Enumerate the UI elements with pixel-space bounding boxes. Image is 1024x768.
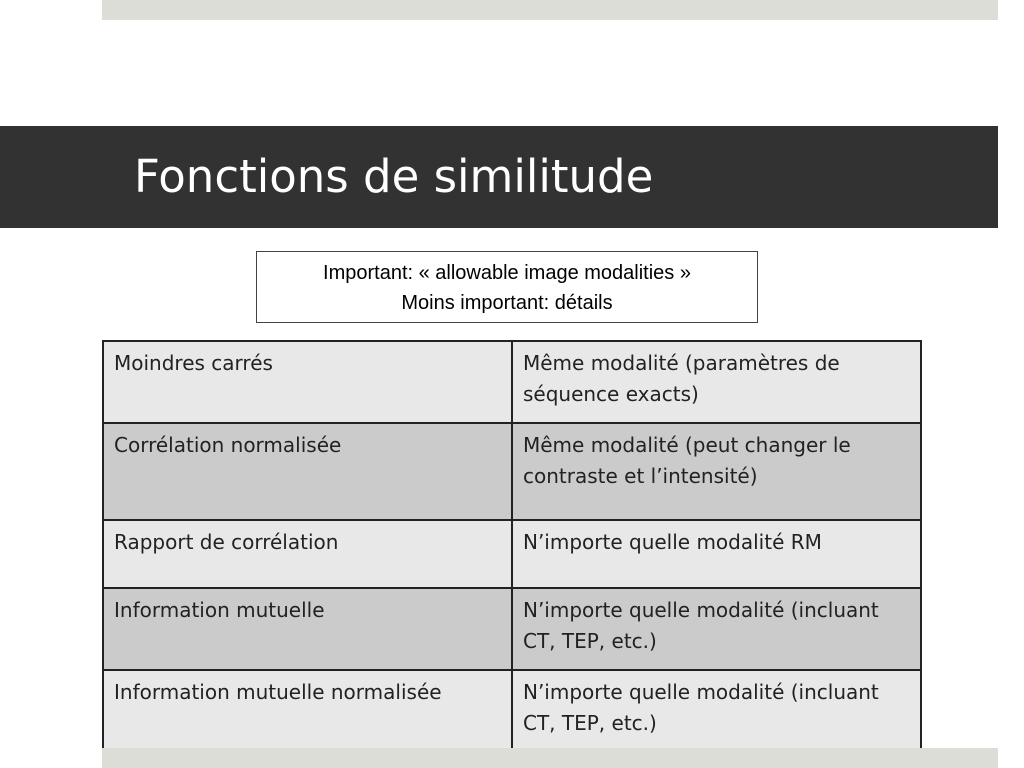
bottom-decorative-band: [102, 748, 998, 768]
method-cell: Moindres carrés: [103, 341, 512, 423]
table-row: [103, 520, 921, 588]
table-row: [103, 670, 921, 752]
importance-note-box: [256, 251, 758, 323]
top-decorative-band: [102, 0, 998, 20]
table-row: [103, 588, 921, 670]
note-line-2: Moins important: détails: [401, 292, 613, 314]
method-cell: Corrélation normalisée: [103, 423, 512, 520]
similarity-functions-table: [102, 340, 922, 753]
method-cell: Information mutuelle normalisée: [103, 670, 512, 752]
note-line-1: Important: « allowable image modalities »: [323, 262, 691, 284]
modality-cell: N’importe quelle modalité (incluant CT, TEP, etc.): [512, 588, 921, 670]
table-row: [103, 423, 921, 520]
modality-cell: N’importe quelle modalité (incluant CT, TEP, etc.): [512, 670, 921, 752]
slide-title: Fonctions de similitude: [134, 150, 654, 203]
modality-cell: Même modalité (peut changer le contraste et l’intensité): [512, 423, 921, 520]
modality-cell: Même modalité (paramètres de séquence exacts): [512, 341, 921, 423]
table-row: [103, 341, 921, 423]
method-cell: Rapport de corrélation: [103, 520, 512, 588]
modality-cell: N’importe quelle modalité RM: [512, 520, 921, 588]
method-cell: Information mutuelle: [103, 588, 512, 670]
